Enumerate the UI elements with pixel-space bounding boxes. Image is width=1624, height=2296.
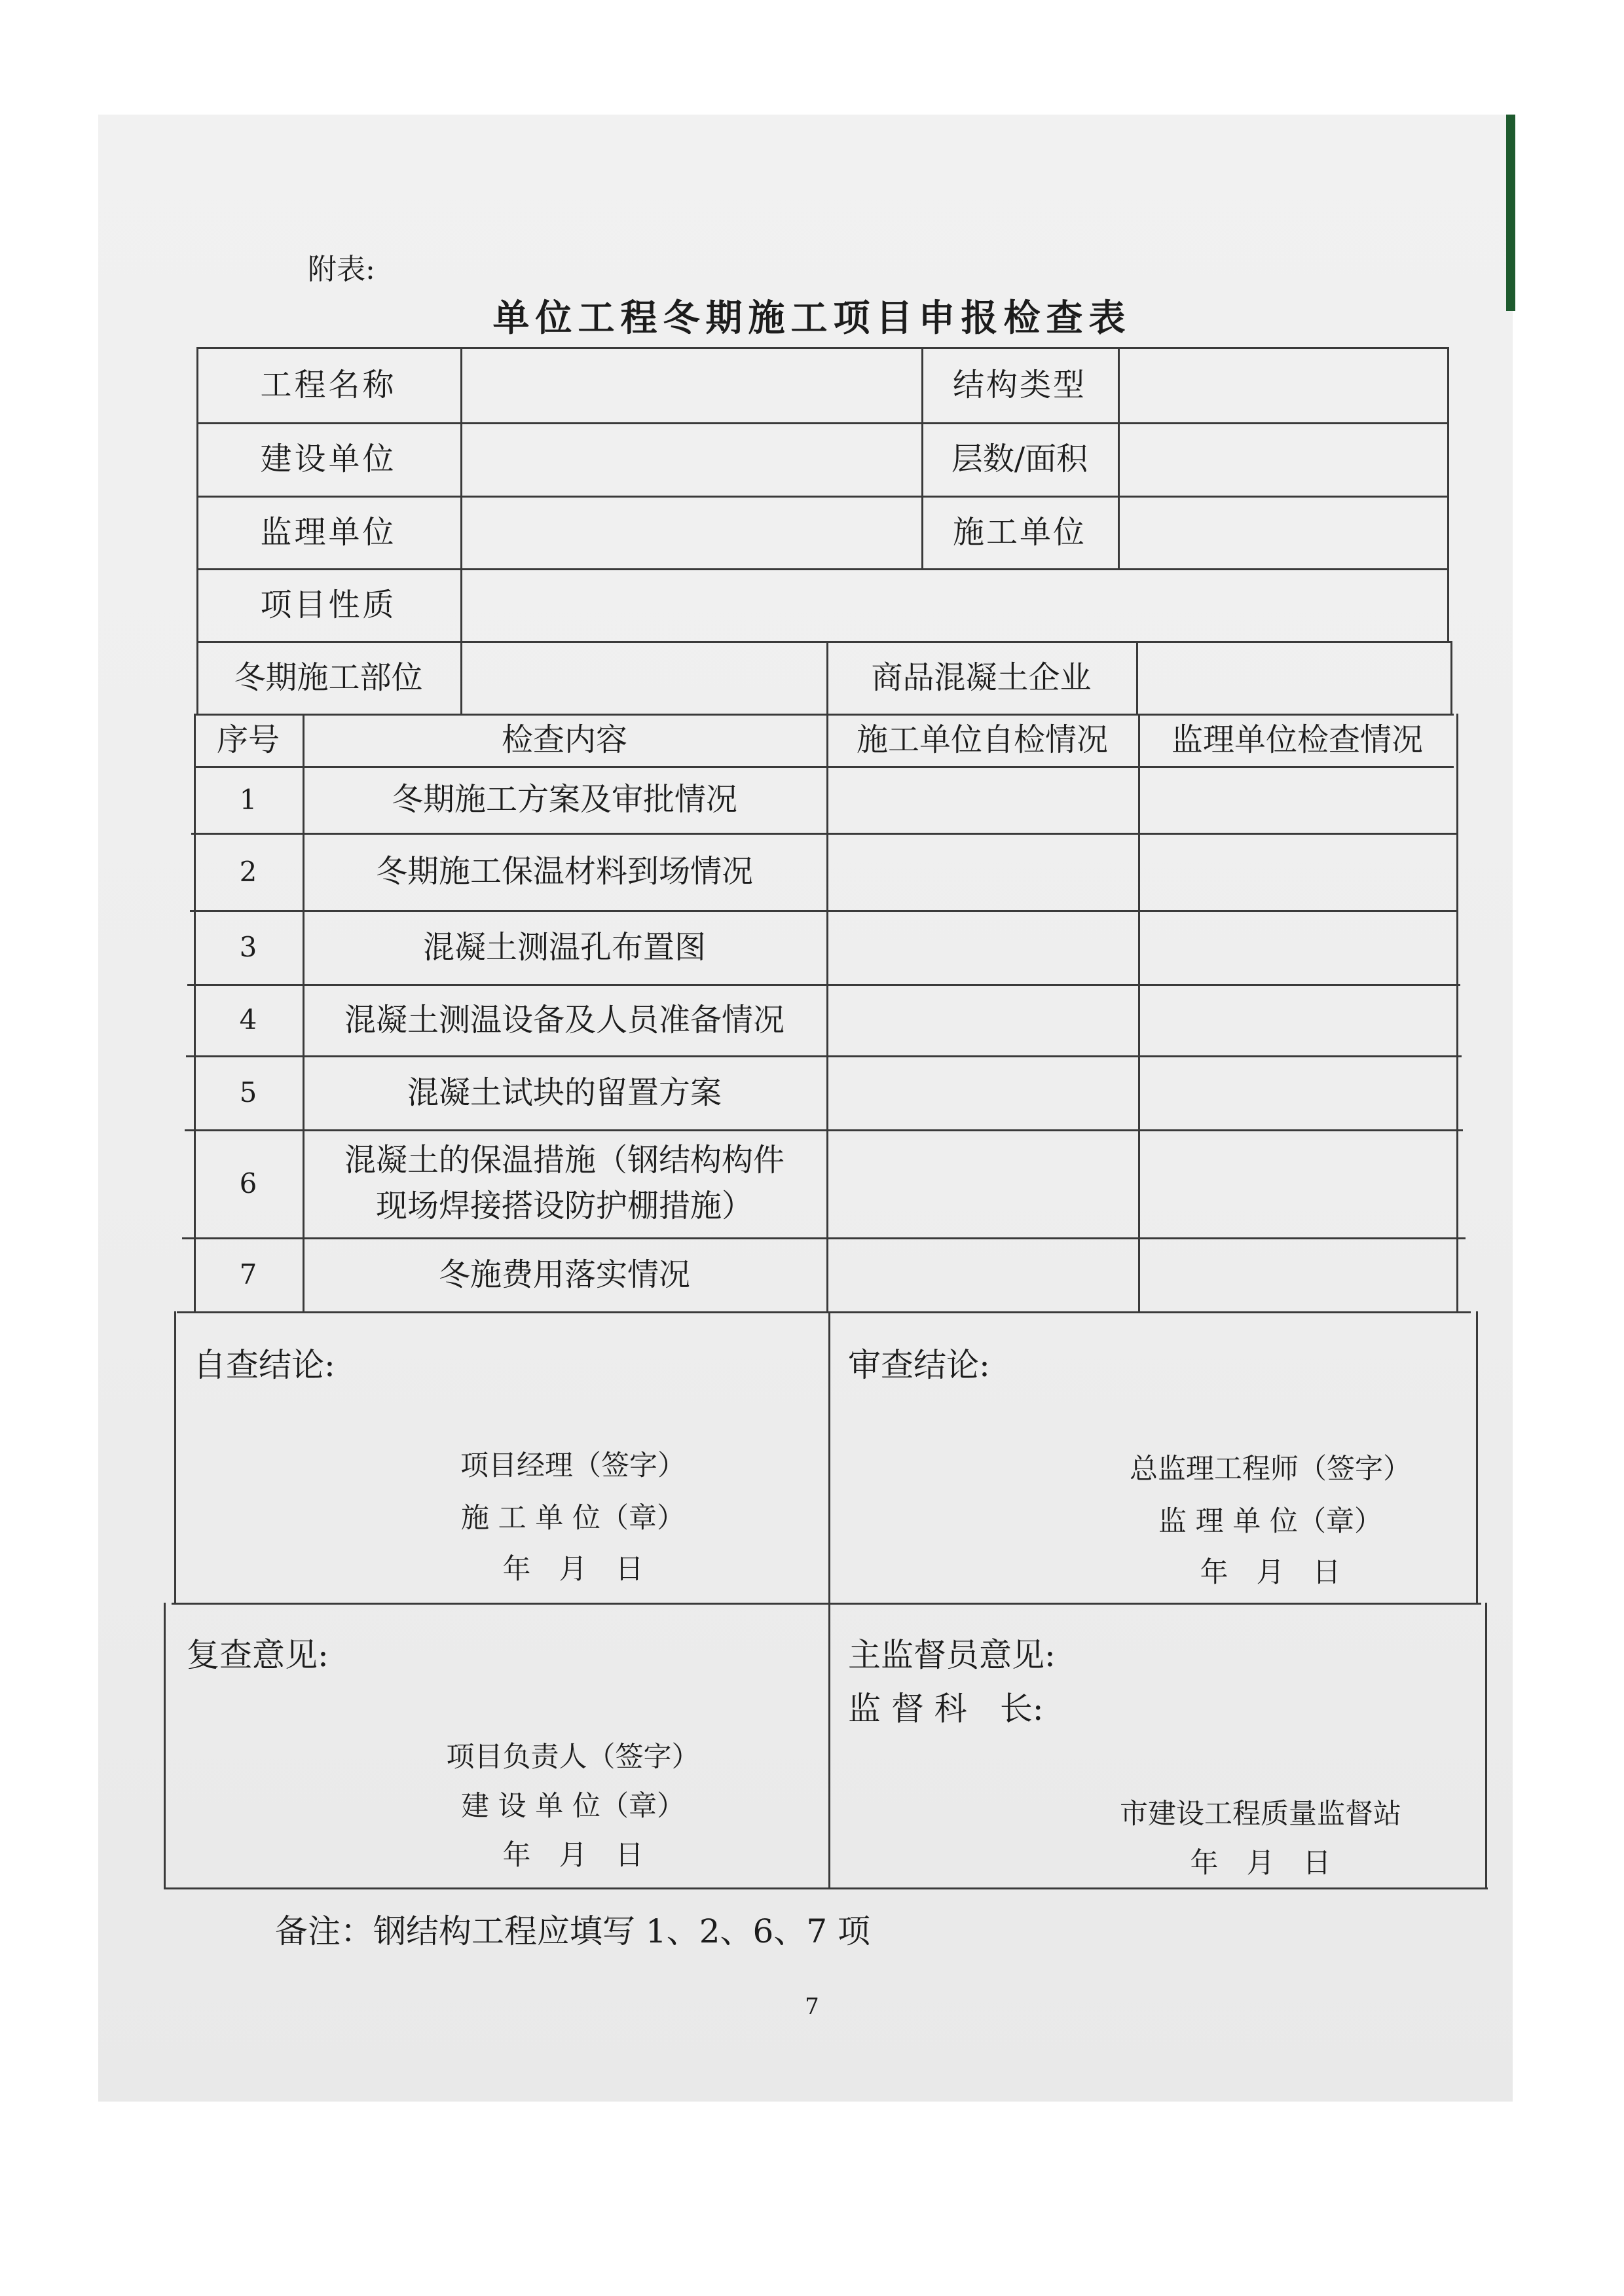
row-5-supervision-field[interactable] xyxy=(1138,1055,1456,1129)
row-2-no: 2 xyxy=(239,855,257,888)
self-check-signature-unit: 施 工 单 位（章） xyxy=(460,1502,685,1535)
recheck-signature-leader: 项目负责人（签字） xyxy=(446,1741,700,1774)
project-nature-field[interactable] xyxy=(460,568,1447,641)
label-winter-section: 冬期施工部位 xyxy=(234,659,423,696)
row-1-supervision-field[interactable] xyxy=(1138,766,1456,833)
project-name-field[interactable] xyxy=(460,347,921,422)
supervisor-opinion-title: 主监督员意见: xyxy=(848,1636,1056,1674)
label-construction-unit: 建设单位 xyxy=(260,441,397,477)
winter-section-field[interactable] xyxy=(460,641,826,714)
row-5-no: 5 xyxy=(239,1076,257,1108)
label-supervision-unit: 监理单位 xyxy=(260,513,397,551)
recheck-title: 复查意见: xyxy=(187,1636,329,1674)
row-5-self-check-field[interactable] xyxy=(826,1055,1138,1129)
self-check-date: 年 月 日 xyxy=(502,1553,644,1586)
row-1-no: 1 xyxy=(239,783,257,816)
label-floors-area: 层数/面积 xyxy=(951,441,1088,477)
row-2-content: 冬期施工保温材料到场情况 xyxy=(375,853,753,890)
row-6-no: 6 xyxy=(239,1167,257,1199)
construction-unit-field[interactable] xyxy=(460,422,921,496)
header-supervision-check: 监理单位检查情况 xyxy=(1171,721,1423,758)
header-self-check: 施工单位自检情况 xyxy=(856,721,1108,758)
row-2-self-check-field[interactable] xyxy=(826,833,1138,910)
row-1-self-check-field[interactable] xyxy=(826,766,1138,833)
recheck-date: 年 月 日 xyxy=(502,1839,644,1872)
supervision-unit-field[interactable] xyxy=(460,496,921,568)
row-7-supervision-field[interactable] xyxy=(1138,1237,1456,1311)
review-title: 审查结论: xyxy=(848,1346,990,1384)
label-project-name: 工程名称 xyxy=(260,366,397,403)
row-6-supervision-field[interactable] xyxy=(1138,1129,1456,1237)
label-concrete-supplier: 商品混凝土企业 xyxy=(871,659,1092,696)
contractor-field[interactable] xyxy=(1118,496,1447,568)
attachment-label: 附表: xyxy=(308,253,375,286)
row-7-no: 7 xyxy=(239,1258,257,1290)
review-signature-chief: 总监理工程师（签字） xyxy=(1130,1453,1411,1485)
row-7-self-check-field[interactable] xyxy=(826,1237,1138,1311)
row-3-supervision-field[interactable] xyxy=(1138,910,1456,984)
row-6-content-line1: 混凝土的保温措施（钢结构构件 xyxy=(344,1141,784,1178)
row-3-content: 混凝土测温孔布置图 xyxy=(422,928,706,966)
header-no: 序号 xyxy=(216,721,280,758)
remark-note: 备注：钢结构工程应填写 1、2、6、7 项 xyxy=(275,1912,871,1950)
row-4-self-check-field[interactable] xyxy=(826,984,1138,1055)
row-6-content xyxy=(303,1129,826,1237)
row-7-content: 冬施费用落实情况 xyxy=(438,1256,690,1293)
supervision-station-name: 市建设工程质量监督站 xyxy=(1120,1798,1401,1831)
label-structure-type: 结构类型 xyxy=(952,366,1086,403)
self-check-signature-manager: 项目经理（签字） xyxy=(460,1449,686,1482)
concrete-supplier-field[interactable] xyxy=(1136,641,1450,714)
review-date: 年 月 日 xyxy=(1200,1556,1341,1589)
floors-area-field[interactable] xyxy=(1118,422,1447,496)
review-signature-unit: 监 理 单 位（章） xyxy=(1158,1505,1382,1538)
row-1-content: 冬期施工方案及审批情况 xyxy=(391,781,737,818)
document-title: 单位工程冬期施工项目申报检查表 xyxy=(492,297,1132,340)
supervisor-date: 年 月 日 xyxy=(1190,1847,1331,1880)
row-2-supervision-field[interactable] xyxy=(1138,833,1456,910)
row-4-no: 4 xyxy=(239,1004,257,1036)
row-6-content-line2: 现场焊接搭设防护棚措施） xyxy=(375,1187,753,1224)
row-6-self-check-field[interactable] xyxy=(826,1129,1138,1237)
label-project-nature: 项目性质 xyxy=(260,586,397,623)
self-check-title: 自查结论: xyxy=(193,1346,335,1384)
row-3-self-check-field[interactable] xyxy=(826,910,1138,984)
row-3-no: 3 xyxy=(239,931,257,963)
recheck-signature-unit: 建 设 单 位（章） xyxy=(460,1790,685,1823)
row-4-content: 混凝土测温设备及人员准备情况 xyxy=(344,1001,784,1038)
structure-type-field[interactable] xyxy=(1118,347,1447,422)
supervision-section-chief-title: 监 督 科 长: xyxy=(848,1690,1044,1728)
header-content: 检查内容 xyxy=(501,721,627,758)
page-number: 7 xyxy=(805,1994,819,2020)
row-4-supervision-field[interactable] xyxy=(1138,984,1456,1055)
background-edge xyxy=(1506,115,1515,311)
row-5-content: 混凝土试块的留置方案 xyxy=(407,1074,722,1111)
label-contractor: 施工单位 xyxy=(952,513,1086,551)
